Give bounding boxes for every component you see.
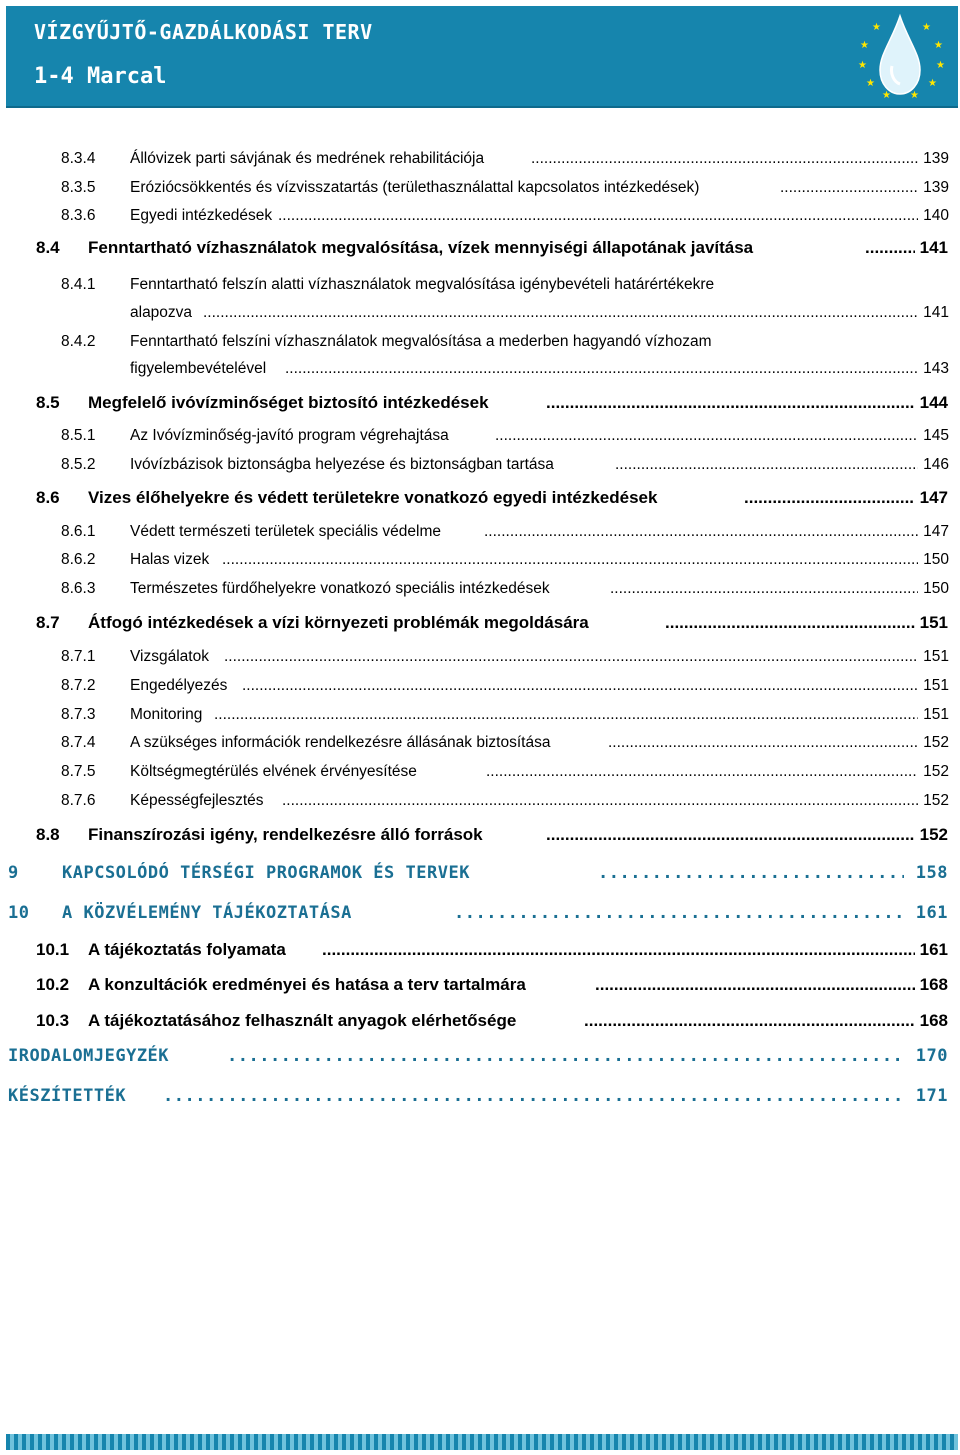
svg-text:★: ★ xyxy=(860,40,869,51)
toc-entry[interactable] xyxy=(0,236,960,260)
toc-leader-dots xyxy=(595,973,915,997)
toc-entry-title: Fenntartható felszíni vízhasználatok megvalósítása a mederben hagyandó vízhozam xyxy=(130,333,712,350)
toc-entry-page: 168 xyxy=(919,975,948,994)
toc-entry-title: Védett természeti területek speciális védelme xyxy=(130,523,442,540)
toc-entry-number: 8.6.3 xyxy=(61,580,96,597)
toc-entry-page: 152 xyxy=(919,825,948,844)
toc-entry-page: 151 xyxy=(923,706,949,723)
toc-entry-number: 8.4 xyxy=(36,238,60,257)
toc-leader-dots xyxy=(531,148,918,170)
toc-entry-title: A KÖZVÉLEMÉNY TÁJÉKOZTATÁSA xyxy=(62,903,352,923)
toc-leader-dots xyxy=(278,205,918,227)
toc-entry-title: Megfelelő ivóvízminőséget biztosító intézkedések xyxy=(88,393,489,412)
toc-leader-dots xyxy=(584,1009,915,1033)
toc-entry[interactable] xyxy=(0,790,960,812)
toc-entry-number: 8.6.2 xyxy=(61,551,96,568)
toc-entry-number: 8.6 xyxy=(36,488,60,507)
toc-leader-dots xyxy=(608,732,918,754)
toc-entry-number: 8.7.6 xyxy=(61,792,96,809)
toc-entry-page: 151 xyxy=(923,648,949,665)
toc-entry-number: 8.3.6 xyxy=(61,207,96,224)
toc-entry-page: 151 xyxy=(923,677,949,694)
toc-entry-title: Fenntartható felszín alatti vízhasználatok megvalósítása igénybevételi határértékekre xyxy=(130,276,715,293)
toc-entry[interactable] xyxy=(0,274,960,296)
toc-entry[interactable] xyxy=(0,331,960,353)
toc-entry-number: 8.7.4 xyxy=(61,734,96,751)
toc-entry-title: Eróziócsökkentés és vízvisszatartás (területhasználattal kapcsolatos intézkedések) xyxy=(130,179,700,196)
toc-entry-number: 8.7 xyxy=(36,613,60,632)
toc-entry-number: 8.5.1 xyxy=(61,427,96,444)
toc-entry-title: IRODALOMJEGYZÉK xyxy=(8,1046,170,1066)
toc-leader-dots xyxy=(224,646,918,668)
toc-entry-number: 8.4.2 xyxy=(61,333,96,350)
toc-leader-dots xyxy=(486,761,918,783)
toc-entry-page: 141 xyxy=(923,304,949,321)
toc-entry[interactable] xyxy=(0,578,960,600)
toc-entry[interactable] xyxy=(0,732,960,754)
toc-entry-number: 9 xyxy=(8,863,19,883)
toc-entry-title: Állóvizek parti sávjának és medrének rehabilitációja xyxy=(130,150,485,167)
toc-entry-number: 8.5.2 xyxy=(61,456,96,473)
toc-entry[interactable] xyxy=(0,205,960,227)
toc-entry-title: Egyedi intézkedések xyxy=(130,207,273,224)
svg-text:★: ★ xyxy=(934,40,943,51)
toc-entry-continuation[interactable] xyxy=(0,302,960,324)
toc-leader-dots xyxy=(546,391,915,415)
toc-entry[interactable] xyxy=(0,148,960,170)
toc-entry-page: 161 xyxy=(915,903,948,923)
toc-entry[interactable] xyxy=(0,391,960,415)
toc-entry-title: Vizsgálatok xyxy=(130,648,209,665)
toc-leader-dots xyxy=(598,860,904,886)
toc-entry-page: 146 xyxy=(923,456,949,473)
toc-entry-title: A konzultációk eredményei és hatása a terv tartalmára xyxy=(88,975,526,994)
toc-leader-dots xyxy=(285,358,918,380)
toc-entry-page: 150 xyxy=(923,580,949,597)
toc-entry[interactable] xyxy=(0,646,960,668)
toc-leader-dots xyxy=(242,675,918,697)
toc-entry-number: 8.4.1 xyxy=(61,276,96,293)
toc-entry[interactable] xyxy=(0,761,960,783)
toc-entry-title: KÉSZÍTETTÉK xyxy=(8,1086,127,1106)
toc-entry[interactable] xyxy=(0,454,960,476)
toc-leader-dots xyxy=(282,790,918,812)
toc-entry-title: figyelembevételével xyxy=(130,360,267,377)
toc-entry[interactable] xyxy=(0,1009,960,1033)
svg-text:★: ★ xyxy=(928,78,937,89)
toc-entry-page: 158 xyxy=(915,863,948,883)
toc-leader-dots xyxy=(615,454,918,476)
toc-entry[interactable] xyxy=(0,177,960,199)
toc-leader-dots xyxy=(227,1043,904,1069)
toc-entry-number: 8.7.3 xyxy=(61,706,96,723)
toc-entry-title: Engedélyezés xyxy=(130,677,228,694)
toc-entry-title: Képességfejlesztés xyxy=(130,792,264,809)
svg-text:★: ★ xyxy=(910,90,919,101)
toc-entry-title: Fenntartható vízhasználatok megvalósítása, vízek mennyiségi állapotának javítása xyxy=(88,238,754,257)
toc-entry[interactable] xyxy=(0,549,960,571)
toc-entry-page: 152 xyxy=(923,734,949,751)
toc-entry-title: Természetes fürdőhelyekre vonatkozó speciális intézkedések xyxy=(130,580,550,597)
water-drop-logo-icon xyxy=(852,10,948,102)
toc-entry[interactable] xyxy=(0,675,960,697)
toc-leader-dots xyxy=(322,938,915,962)
toc-entry[interactable] xyxy=(0,425,960,447)
toc-leader-dots xyxy=(214,704,918,726)
toc-entry-title: Ivóvízbázisok biztonságba helyezése és biztonságban tartása xyxy=(130,456,554,473)
toc-entry[interactable] xyxy=(0,938,960,962)
toc-entry-title: Finanszírozási igény, rendelkezésre álló források xyxy=(88,825,483,844)
toc-leader-dots xyxy=(203,302,918,324)
toc-entry-page: 150 xyxy=(923,551,949,568)
toc-entry[interactable] xyxy=(0,973,960,997)
toc-entry-page: 139 xyxy=(923,179,949,196)
toc-entry-page: 141 xyxy=(919,238,948,257)
toc-entry-title: Vizes élőhelyekre és védett területekre vonatkozó egyedi intézkedések xyxy=(88,488,658,507)
toc-entry-page: 145 xyxy=(923,427,949,444)
toc-entry-title: A tájékoztatásához felhasznált anyagok elérhetősége xyxy=(88,1011,517,1030)
toc-entry-continuation[interactable] xyxy=(0,358,960,380)
toc-entry-number: 8.3.5 xyxy=(61,179,96,196)
toc-entry-page: 171 xyxy=(915,1086,948,1106)
toc-entry-number: 8.7.1 xyxy=(61,648,96,665)
toc-chapter[interactable] xyxy=(0,1043,960,1069)
toc-leader-dots xyxy=(495,425,918,447)
toc-entry[interactable] xyxy=(0,611,960,635)
toc-entry-title: Halas vizek xyxy=(130,551,210,568)
toc-entry[interactable] xyxy=(0,486,960,510)
toc-entry-number: 10 xyxy=(8,903,30,923)
toc-entry-title: alapozva xyxy=(130,304,193,321)
toc-entry[interactable] xyxy=(0,823,960,847)
toc-entry[interactable] xyxy=(0,704,960,726)
document-title: VÍZGYŰJTŐ-GAZDÁLKODÁSI TERV xyxy=(34,20,373,44)
toc-entry[interactable] xyxy=(0,521,960,543)
toc-entry-number: 10.1 xyxy=(36,940,70,959)
toc-entry-page: 139 xyxy=(923,150,949,167)
page-header xyxy=(6,6,958,108)
svg-text:★: ★ xyxy=(882,90,891,101)
toc-entry-title: Költségmegtérülés elvének érvényesítése xyxy=(130,763,417,780)
toc-entry-title: Az Ivóvízminőség-javító program végrehajtása xyxy=(130,427,449,444)
toc-entry-page: 147 xyxy=(919,488,948,507)
toc-entry-page: 144 xyxy=(919,393,948,412)
toc-entry-number: 8.7.5 xyxy=(61,763,96,780)
toc-entry-page: 147 xyxy=(923,523,949,540)
toc-entry-page: 152 xyxy=(923,792,949,809)
svg-text:★: ★ xyxy=(872,22,881,33)
toc-leader-dots xyxy=(780,177,918,199)
toc-entry-page: 152 xyxy=(923,763,949,780)
toc-leader-dots xyxy=(546,823,915,847)
toc-entry-title: KAPCSOLÓDÓ TÉRSÉGI PROGRAMOK ÉS TERVEK xyxy=(62,863,470,883)
toc-entry-page: 143 xyxy=(923,360,949,377)
toc-entry-title: Átfogó intézkedések a vízi környezeti problémák megoldására xyxy=(88,613,589,632)
toc-chapter[interactable] xyxy=(0,900,960,926)
toc-entry-page: 168 xyxy=(919,1011,948,1030)
toc-leader-dots xyxy=(744,486,915,510)
footer-bar xyxy=(6,1434,958,1450)
toc-entry-page: 161 xyxy=(919,940,948,959)
toc-entry-title: A tájékoztatás folyamata xyxy=(88,940,286,959)
toc-leader-dots xyxy=(665,611,915,635)
svg-text:★: ★ xyxy=(866,78,875,89)
toc-entry-page: 151 xyxy=(919,613,948,632)
toc-leader-dots xyxy=(865,236,915,260)
toc-entry-number: 8.3.4 xyxy=(61,150,96,167)
toc-chapter[interactable] xyxy=(0,860,960,886)
toc-entry-page: 170 xyxy=(915,1046,948,1066)
toc-entry-number: 8.7.2 xyxy=(61,677,96,694)
document-subtitle: 1-4 Marcal xyxy=(34,64,167,89)
toc-entry-number: 8.8 xyxy=(36,825,60,844)
svg-text:★: ★ xyxy=(858,60,867,71)
svg-text:★: ★ xyxy=(922,22,931,33)
svg-text:★: ★ xyxy=(936,60,945,71)
toc-leader-dots xyxy=(163,1083,904,1109)
toc-entry-page: 140 xyxy=(923,207,949,224)
toc-leader-dots xyxy=(484,521,918,543)
toc-leader-dots xyxy=(610,578,918,600)
toc-entry-number: 10.2 xyxy=(36,975,70,994)
toc-entry-number: 10.3 xyxy=(36,1011,70,1030)
toc-entry-number: 8.6.1 xyxy=(61,523,96,540)
toc-leader-dots xyxy=(454,900,904,926)
toc-entry-number: 8.5 xyxy=(36,393,60,412)
toc-leader-dots xyxy=(222,549,918,571)
toc-entry-title: Monitoring xyxy=(130,706,203,723)
toc-entry-title: A szükséges információk rendelkezésre állásának biztosítása xyxy=(130,734,551,751)
toc-chapter[interactable] xyxy=(0,1083,960,1109)
